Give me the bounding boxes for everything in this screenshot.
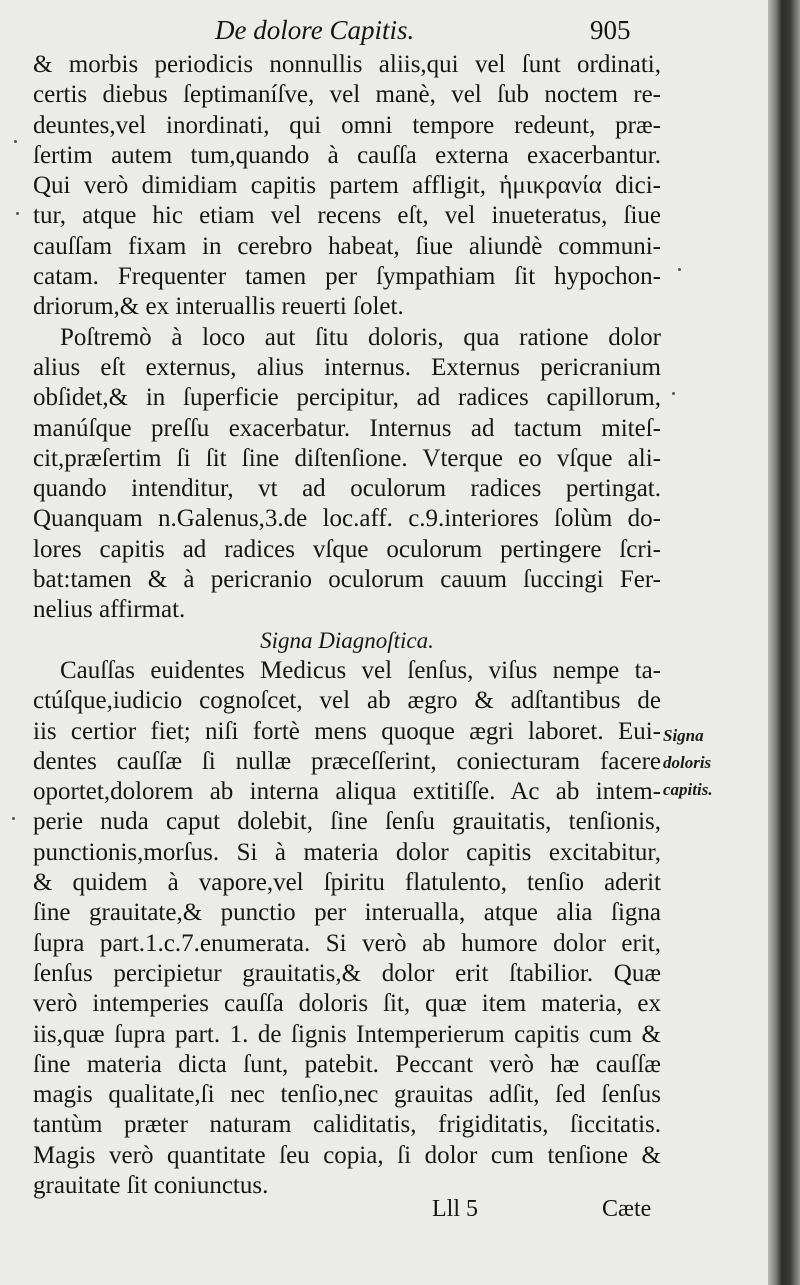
text-line: ctúſque,iudicio cognoſcet, vel ab ægro & adſtantibus de xyxy=(33,687,661,715)
text-line: & morbis periodicis nonnullis aliis,qui vel ſunt ordinati, xyxy=(33,51,661,78)
text-line: Qui verò dimidiam capitis partem affligit, ἡμικρανία dici- xyxy=(33,172,661,200)
text-line: iis certior fiet; niſi fortè mens quoque ægri laboret. Eui- xyxy=(33,717,661,745)
text-line: bat:tamen & à pericranio oculorum cauum ſuccingi Fer- xyxy=(33,566,661,594)
paragraph-first-line: Cauſſas euidentes Medicus vel ſenſus, viſus nempe ta- xyxy=(60,656,661,684)
margin-note-line: doloris xyxy=(663,753,712,772)
print-speck xyxy=(672,392,675,395)
text-line: grauitate ſit coniunctus. xyxy=(33,1171,269,1199)
text-line: dentes cauſſæ ſi nullæ præceſſerint, coniecturam facere xyxy=(33,747,661,775)
text-line: punctionis,morſus. Si à materia dolor capitis excitabitur, xyxy=(33,838,661,866)
section-heading: Signa Diagnoſtica. xyxy=(260,627,434,653)
text-line: tur, atque hic etiam vel recens eſt, vel inueteratus, ſiue xyxy=(33,202,661,230)
text-line: magis qualitate,ſi nec tenſio,nec grauitas adſit, ſed ſenſus xyxy=(33,1081,661,1109)
text-line: catam. Frequenter tamen per ſympathiam ſit hypochon- xyxy=(33,263,661,291)
page-number: 905 xyxy=(590,15,631,45)
text-line: Quanquam n.Galenus,3.de loc.aff. c.9.interiores ſolùm do- xyxy=(33,505,661,533)
margin-note-line: capitis. xyxy=(663,780,713,799)
text-line: cit,præſertim ſi ſit ſine diſtenſione. Vterque eo vſque ali- xyxy=(33,444,661,472)
text-line: ſertim autem tum,quando à cauſſa externa exacerbantur. xyxy=(33,141,661,169)
print-speck xyxy=(16,212,19,215)
body-text xyxy=(33,50,661,1201)
signature-mark: Lll 5 xyxy=(432,1196,478,1222)
margin-note xyxy=(663,722,763,803)
text-line: & quidem à vapore,vel ſpiritu flatulento, tenſio aderit xyxy=(33,869,661,897)
text-line: ſenſus percipietur grauitatis,& dolor erit ſtabilior. Quæ xyxy=(33,959,661,987)
catchword: Cæte xyxy=(602,1196,652,1222)
print-speck xyxy=(678,268,681,271)
text-line: verò intemperies cauſſa doloris ſit, quæ item materia, ex xyxy=(33,990,661,1018)
text-line: tantùm præter naturam caliditatis, frigiditatis, ſiccitatis. xyxy=(33,1111,661,1139)
text-line: lores capitis ad radices vſque oculorum pertingere ſcri- xyxy=(33,535,661,563)
text-line: manúſque preſſu exacerbatur. Internus ad tactum miteſ- xyxy=(33,414,661,442)
text-line: Magis verò quantitate ſeu copia, ſi dolor cum tenſione & xyxy=(33,1141,661,1169)
margin-note-line: Signa xyxy=(663,726,704,745)
text-line: certis diebus ſeptimaníſve, vel manè, vel ſub noctem re- xyxy=(33,81,661,109)
text-line: iis,quæ ſupra part. 1. de ſignis Intemperierum capitis cum & xyxy=(33,1020,661,1048)
page-footer xyxy=(0,1196,768,1228)
text-line: ſine grauitate,& punctio per interualla, atque alia ſigna xyxy=(33,899,661,927)
text-line: driorum,& ex interuallis reuerti ſolet. xyxy=(33,293,404,321)
running-head xyxy=(0,12,768,52)
text-line: obſidet,& in ſuperficie percipitur, ad radices capillorum, xyxy=(33,384,661,412)
text-line: deuntes,vel inordinati, qui omni tempore redeunt, præ- xyxy=(33,111,661,139)
text-line: ſupra part.1.c.7.enumerata. Si verò ab humore dolor erit, xyxy=(33,929,661,957)
paragraph-first-line: Poſtremò à loco aut ſitu doloris, qua ratione dolor xyxy=(60,323,661,351)
text-line: ſine materia dicta ſunt, patebit. Peccant verò hæ cauſſæ xyxy=(33,1050,661,1078)
print-speck xyxy=(14,140,17,143)
running-head-title: De dolore Capitis. xyxy=(215,15,415,45)
book-binding-edge xyxy=(768,0,800,1285)
text-line: oportet,dolorem ab interna aliqua extitiſſe. Ac ab intem- xyxy=(33,778,661,806)
text-line: nelius affirmat. xyxy=(33,596,186,624)
text-line: perie nuda caput dolebit, ſine ſenſu grauitatis, tenſionis, xyxy=(33,808,661,836)
text-line: alius eſt externus, alius internus. Externus pericranium xyxy=(33,353,661,381)
text-line: quando intenditur, vt ad oculorum radices pertingat. xyxy=(33,475,661,503)
print-speck xyxy=(12,817,15,820)
text-line: cauſſam fixam in cerebro habeat, ſiue aliundè communi- xyxy=(33,232,661,260)
